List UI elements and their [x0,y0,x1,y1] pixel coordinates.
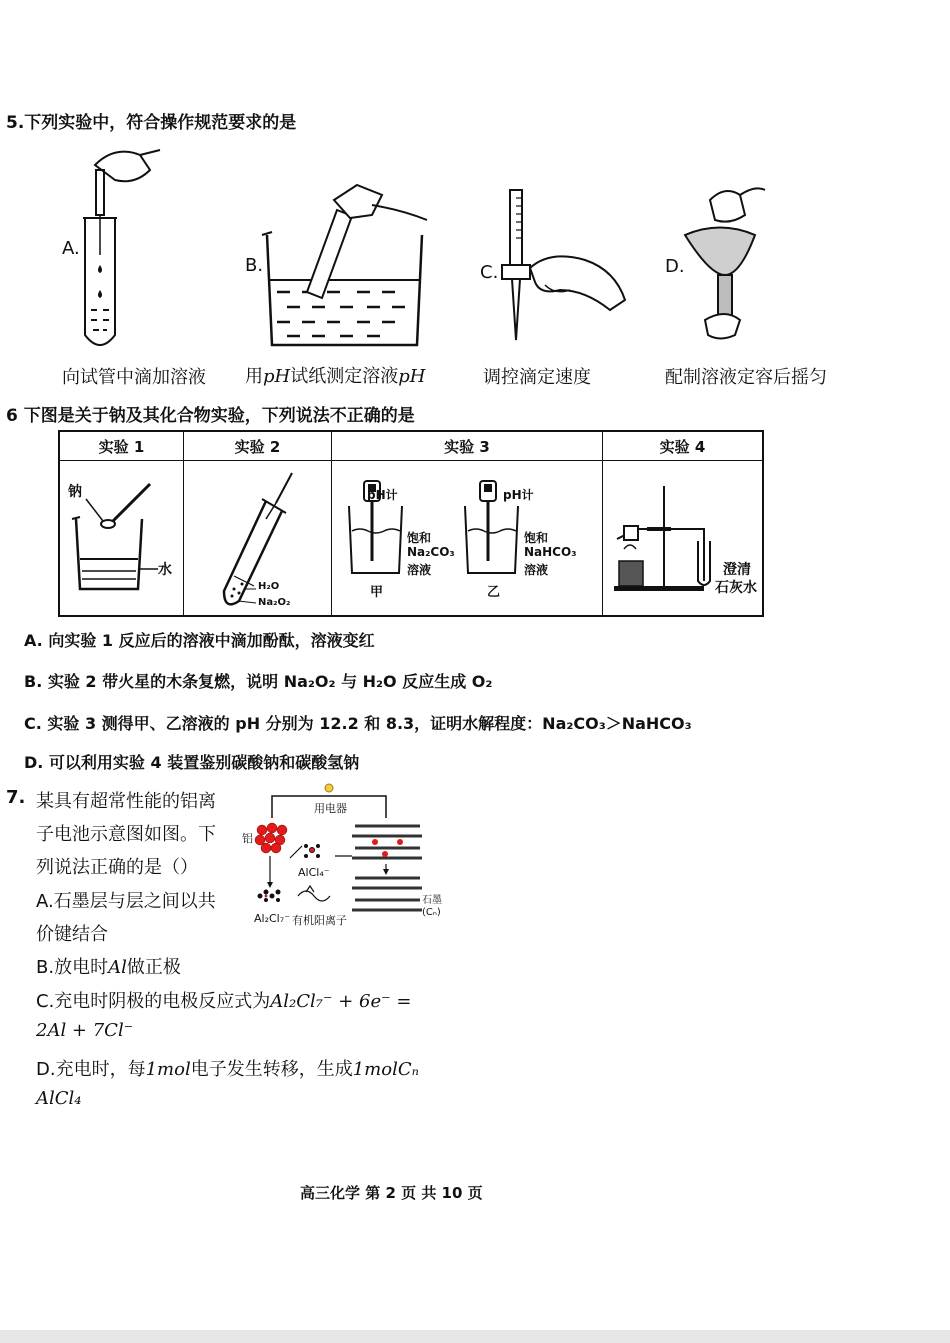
q5-option-b-caption [245,362,425,388]
q7-device-label: 用电器 [314,802,347,815]
q6-option-c: C. 实验 3 测得甲、乙溶液的 pH 分别为 12.2 和 8.3，证明水解程度：Na₂CO₃＞NaHCO₃ [24,714,692,733]
q5-option-a-letter: A. [62,238,80,259]
q5-option-b-ph1: pH [263,366,291,387]
q6-exp3-yi-line2: NaHCO₃ [524,545,577,559]
q6-exp3-yi-line3: 溶液 [524,563,549,577]
q7-option-b-math: Al [108,957,127,978]
q7-option-a-line2: 价键结合 [36,924,108,945]
q7-anion-label: AlCl₄⁻ [298,866,330,879]
q7-graphite-label: 石墨(Cₙ) [422,895,442,918]
q7-option-b [36,953,181,979]
scan-edge [0,1330,950,1343]
q6-exp3-yi-line1: 饱和 [524,531,549,545]
q6-exp4-line2: 石灰水 [715,580,757,596]
q6-option-b: B. 实验 2 带火星的木条复燃，说明 Na₂O₂ 与 H₂O 反应生成 O₂ [24,672,493,691]
q6-table-figure-row [59,461,763,617]
q7-option-d-m2: 1molCₙ [352,1059,419,1080]
q6-exp3-jia-line3: 溶液 [407,563,432,577]
q5-figure-c [490,190,630,350]
q6-exp2-h2o-label: H₂O [258,581,280,592]
q7-option-d-mid: 电子发生转移，生成 [190,1059,353,1080]
q5-title [6,108,296,133]
q6-exp3-cell [332,461,603,617]
q6-exp3-jia-line2: Na₂CO₃ [407,545,455,559]
q5-option-c-caption: 调控滴定速度 [483,367,591,388]
q5-number: 5. [6,113,25,133]
q6-option-d: D. 可以利用实验 4 装置鉴别碳酸钠和碳酸氢钠 [24,753,360,772]
q7-option-d-line1 [36,1055,419,1081]
page-footer: 高三化学 第 2 页 共 10 页 [300,1184,483,1202]
q5-option-d-letter: D. [665,256,685,277]
q5-option-b-mid: 试纸测定溶液 [290,366,399,387]
q6-experiment-table [58,430,764,617]
q6-stem: 下图是关于钠及其化合物实验，下列说法不正确的是 [23,406,415,426]
q6-header-exp3: 实验 3 [332,431,603,461]
q7-option-b-pre: B.放电时 [36,957,109,978]
q6-exp2-na2o2-label: Na₂O₂ [258,597,291,608]
q6-exp1-beaker [68,479,178,609]
q6-exp3-jia-line1: 饱和 [407,531,432,545]
q5-option-b-ph2: pH [398,366,426,387]
q7-aluminum-label: 铝 [242,832,253,845]
q5-option-c-letter: C. [480,262,499,283]
q6-exp4-line1: 澄清 [723,562,751,578]
q7-option-a-line1: A.石墨层与层之间以共 [36,891,216,912]
q7-option-c-pre: C.充电时阴极的电极反应式为 [36,991,271,1012]
q6-option-a: A. 向实验 1 反应后的溶液中滴加酚酞，溶液变红 [24,631,375,650]
q7-option-d-pre: D.充电时，每 [36,1059,146,1080]
q5-option-a-caption: 向试管中滴加溶液 [62,367,206,388]
q5-option-d-caption: 配制溶液定容后摇匀 [665,367,827,388]
q6-exp3-meter-label-jia: pH计 [367,488,398,502]
q7-stem-line2: 子电池示意图如图。下 [36,824,216,845]
q6-header-exp2: 实验 2 [184,431,332,461]
q6-header-exp4: 实验 4 [603,431,764,461]
q6-exp1-cell [59,461,184,617]
q6-exp3-jia-tag: 甲 [370,585,384,600]
q7-stem-line3: 列说法正确的是（） [36,857,198,878]
q6-exp3-meter-label-yi: pH计 [503,488,534,502]
q7-option-c-line1 [36,987,411,1013]
q7-option-d-m1: 1mol [145,1059,191,1080]
q5-stem: 下列实验中，符合操作规范要求的是 [24,113,297,133]
q6-exp4-cell [603,461,764,617]
q6-exp1-sodium-label: 钠 [68,484,82,500]
q5-figure-d [680,180,770,350]
q6-exp2-cell [184,461,332,617]
q7-option-d-line2: AlCl₄ [36,1088,82,1109]
q7-option-c-math1: Al₂Cl₇⁻ + 6e⁻ = [270,991,412,1012]
q7-number: 7. [6,787,26,808]
q7-stem-line1: 某具有超常性能的铝离 [36,791,216,812]
q7-al2cl7-label: Al₂Cl₇⁻ [254,912,290,925]
q6-title [6,401,415,426]
q5-option-b-letter: B. [245,255,264,276]
q6-exp1-water-label: 水 [158,562,172,578]
q7-option-c-line2: 2Al + 7Cl⁻ [36,1020,134,1041]
q7-cation-label: 有机阳离子 [292,914,347,927]
q5-option-b-pre: 用 [245,366,263,387]
q6-exp3-yi-tag: 乙 [487,585,501,600]
q6-header-exp1: 实验 1 [59,431,184,461]
q6-exp2-test-tube [204,471,314,616]
q7-option-b-post: 做正极 [126,957,181,978]
q6-table-header-row [59,431,763,461]
q6-number: 6 [6,406,18,426]
q5-figure-b [262,180,442,355]
